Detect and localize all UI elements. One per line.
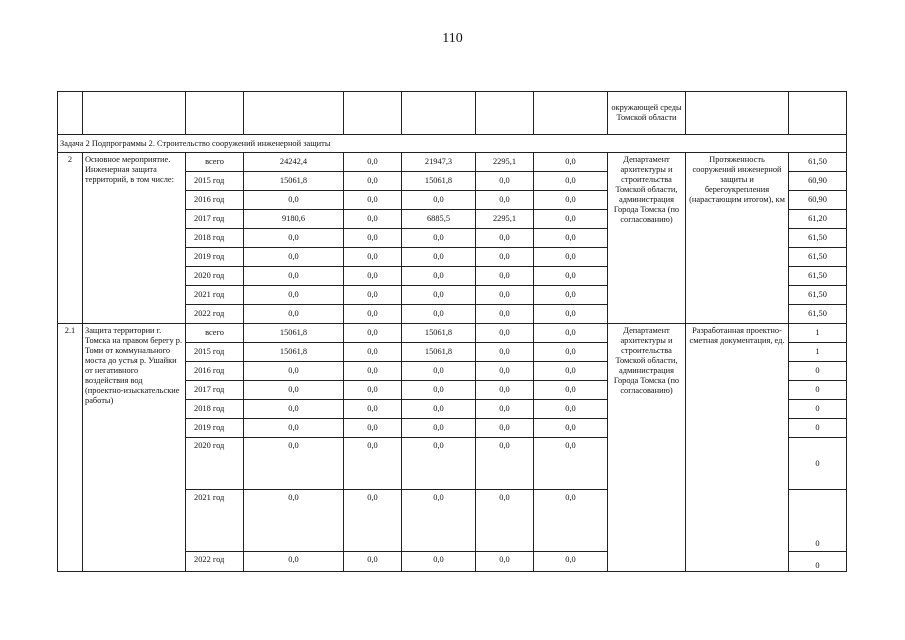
- local-cell: 0,0: [476, 172, 534, 191]
- local-cell: 0,0: [476, 286, 534, 305]
- indicator-value: 61,50: [789, 286, 847, 305]
- federal-cell: 0,0: [344, 400, 402, 419]
- regional-cell: 0,0: [402, 267, 476, 286]
- local-cell: 0,0: [476, 438, 534, 490]
- indicator-value: 0: [789, 362, 847, 381]
- local-cell: 2295,1: [476, 153, 534, 172]
- indicator-value: 61,20: [789, 210, 847, 229]
- federal-cell: 0,0: [344, 305, 402, 324]
- year-cell: всего: [186, 153, 244, 172]
- table-row: [58, 324, 847, 343]
- year-cell: 2021 год: [186, 490, 244, 552]
- extra-cell: 0,0: [534, 324, 608, 343]
- indicator-value: 1: [789, 324, 847, 343]
- regional-cell: 0,0: [402, 248, 476, 267]
- indicator-value: 61,50: [789, 267, 847, 286]
- total-cell: 15061,8: [244, 172, 344, 191]
- indicator-cell: Разработанная проектно-сметная документация, ед.: [686, 324, 789, 572]
- total-cell: 0,0: [244, 248, 344, 267]
- federal-cell: 0,0: [344, 552, 402, 572]
- regional-cell: 6885,5: [402, 210, 476, 229]
- total-cell: 0,0: [244, 286, 344, 305]
- year-cell: 2022 год: [186, 552, 244, 572]
- extra-cell: 0,0: [534, 286, 608, 305]
- extra-cell: 0,0: [534, 172, 608, 191]
- task-title: Задача 2 Подпрограммы 2. Строительство сооружений инженерной защиты: [58, 135, 847, 153]
- year-cell: 2020 год: [186, 438, 244, 490]
- year-cell: всего: [186, 324, 244, 343]
- indicator-value: 61,50: [789, 153, 847, 172]
- local-cell: 0,0: [476, 267, 534, 286]
- executor-continuation: окружающей среды Томской области: [608, 92, 686, 135]
- total-cell: 15061,8: [244, 324, 344, 343]
- item-name: Основное мероприятие. Инженерная защита территорий, в том числе:: [83, 153, 186, 324]
- regional-cell: 0,0: [402, 229, 476, 248]
- local-cell: 0,0: [476, 324, 534, 343]
- federal-cell: 0,0: [344, 490, 402, 552]
- total-cell: 0,0: [244, 305, 344, 324]
- indicator-value: 0: [789, 552, 847, 572]
- regional-cell: 0,0: [402, 552, 476, 572]
- year-cell: 2018 год: [186, 229, 244, 248]
- federal-cell: 0,0: [344, 324, 402, 343]
- total-cell: 15061,8: [244, 343, 344, 362]
- executor-cell: Департамент архитектуры и строительства Томской области, администрация Города Томска (по согласованию): [608, 324, 686, 572]
- extra-cell: 0,0: [534, 552, 608, 572]
- local-cell: 0,0: [476, 419, 534, 438]
- local-cell: 0,0: [476, 343, 534, 362]
- year-cell: 2017 год: [186, 210, 244, 229]
- extra-cell: 0,0: [534, 490, 608, 552]
- regional-cell: 0,0: [402, 419, 476, 438]
- year-cell: 2015 год: [186, 343, 244, 362]
- extra-cell: 0,0: [534, 305, 608, 324]
- year-cell: 2019 год: [186, 248, 244, 267]
- regional-cell: 15061,8: [402, 324, 476, 343]
- total-cell: 0,0: [244, 438, 344, 490]
- item-number: 2: [58, 153, 83, 324]
- indicator-value: 0: [789, 490, 847, 552]
- extra-cell: 0,0: [534, 438, 608, 490]
- year-cell: 2021 год: [186, 286, 244, 305]
- federal-cell: 0,0: [344, 191, 402, 210]
- regional-cell: 0,0: [402, 438, 476, 490]
- year-cell: 2017 год: [186, 381, 244, 400]
- regional-cell: 21947,3: [402, 153, 476, 172]
- year-cell: 2016 год: [186, 362, 244, 381]
- item-name: Защита территории г. Томска на правом берегу р. Томи от коммунального моста до устья р. Ушайки от негативного воздействия вод (проектно-изыскательские работы): [83, 324, 186, 572]
- federal-cell: 0,0: [344, 419, 402, 438]
- indicator-value: 0: [789, 381, 847, 400]
- extra-cell: 0,0: [534, 229, 608, 248]
- extra-cell: 0,0: [534, 191, 608, 210]
- extra-cell: 0,0: [534, 400, 608, 419]
- federal-cell: 0,0: [344, 343, 402, 362]
- local-cell: 0,0: [476, 305, 534, 324]
- extra-cell: 0,0: [534, 153, 608, 172]
- executor-cell: Департамент архитектуры и строительства Томской области, администрация Города Томска (по согласованию): [608, 153, 686, 324]
- total-cell: 0,0: [244, 191, 344, 210]
- regional-cell: 0,0: [402, 400, 476, 419]
- indicator-value: 61,50: [789, 248, 847, 267]
- regional-cell: 15061,8: [402, 343, 476, 362]
- regional-cell: 0,0: [402, 362, 476, 381]
- federal-cell: 0,0: [344, 286, 402, 305]
- total-cell: 0,0: [244, 552, 344, 572]
- extra-cell: 0,0: [534, 343, 608, 362]
- page-number: 110: [442, 31, 463, 46]
- year-cell: 2016 год: [186, 191, 244, 210]
- extra-cell: 0,0: [534, 248, 608, 267]
- federal-cell: 0,0: [344, 381, 402, 400]
- task-row: [58, 135, 847, 153]
- table-row: [58, 153, 847, 172]
- total-cell: 24242,4: [244, 153, 344, 172]
- indicator-value: 61,50: [789, 305, 847, 324]
- year-cell: 2022 год: [186, 305, 244, 324]
- indicator-cell: Протяженность сооружений инженерной защиты и берегоукрепления (нарастающим итогом), км: [686, 153, 789, 324]
- local-cell: 0,0: [476, 381, 534, 400]
- local-cell: 0,0: [476, 362, 534, 381]
- federal-cell: 0,0: [344, 210, 402, 229]
- total-cell: 0,0: [244, 229, 344, 248]
- federal-cell: 0,0: [344, 362, 402, 381]
- item-number: 2.1: [58, 324, 83, 572]
- total-cell: 0,0: [244, 267, 344, 286]
- local-cell: 0,0: [476, 229, 534, 248]
- federal-cell: 0,0: [344, 438, 402, 490]
- local-cell: 0,0: [476, 248, 534, 267]
- federal-cell: 0,0: [344, 153, 402, 172]
- year-cell: 2015 год: [186, 172, 244, 191]
- year-cell: 2019 год: [186, 419, 244, 438]
- total-cell: 0,0: [244, 419, 344, 438]
- indicator-value: 61,50: [789, 229, 847, 248]
- extra-cell: 0,0: [534, 381, 608, 400]
- year-cell: 2020 год: [186, 267, 244, 286]
- regional-cell: 0,0: [402, 490, 476, 552]
- federal-cell: 0,0: [344, 248, 402, 267]
- extra-cell: 0,0: [534, 362, 608, 381]
- indicator-value: 0: [789, 400, 847, 419]
- total-cell: 0,0: [244, 362, 344, 381]
- continuation-row: [58, 92, 847, 135]
- local-cell: 0,0: [476, 552, 534, 572]
- indicator-value: 60,90: [789, 191, 847, 210]
- total-cell: 0,0: [244, 381, 344, 400]
- federal-cell: 0,0: [344, 229, 402, 248]
- total-cell: 9180,6: [244, 210, 344, 229]
- program-table: [57, 91, 847, 572]
- indicator-value: 60,90: [789, 172, 847, 191]
- year-cell: 2018 год: [186, 400, 244, 419]
- total-cell: 0,0: [244, 400, 344, 419]
- federal-cell: 0,0: [344, 267, 402, 286]
- local-cell: 2295,1: [476, 210, 534, 229]
- extra-cell: 0,0: [534, 267, 608, 286]
- regional-cell: 0,0: [402, 191, 476, 210]
- federal-cell: 0,0: [344, 172, 402, 191]
- extra-cell: 0,0: [534, 210, 608, 229]
- local-cell: 0,0: [476, 191, 534, 210]
- extra-cell: 0,0: [534, 419, 608, 438]
- regional-cell: 0,0: [402, 286, 476, 305]
- regional-cell: 0,0: [402, 381, 476, 400]
- local-cell: 0,0: [476, 490, 534, 552]
- indicator-value: 0: [789, 419, 847, 438]
- local-cell: 0,0: [476, 400, 534, 419]
- total-cell: 0,0: [244, 490, 344, 552]
- indicator-value: 1: [789, 343, 847, 362]
- indicator-value: 0: [789, 438, 847, 490]
- regional-cell: 0,0: [402, 305, 476, 324]
- regional-cell: 15061,8: [402, 172, 476, 191]
